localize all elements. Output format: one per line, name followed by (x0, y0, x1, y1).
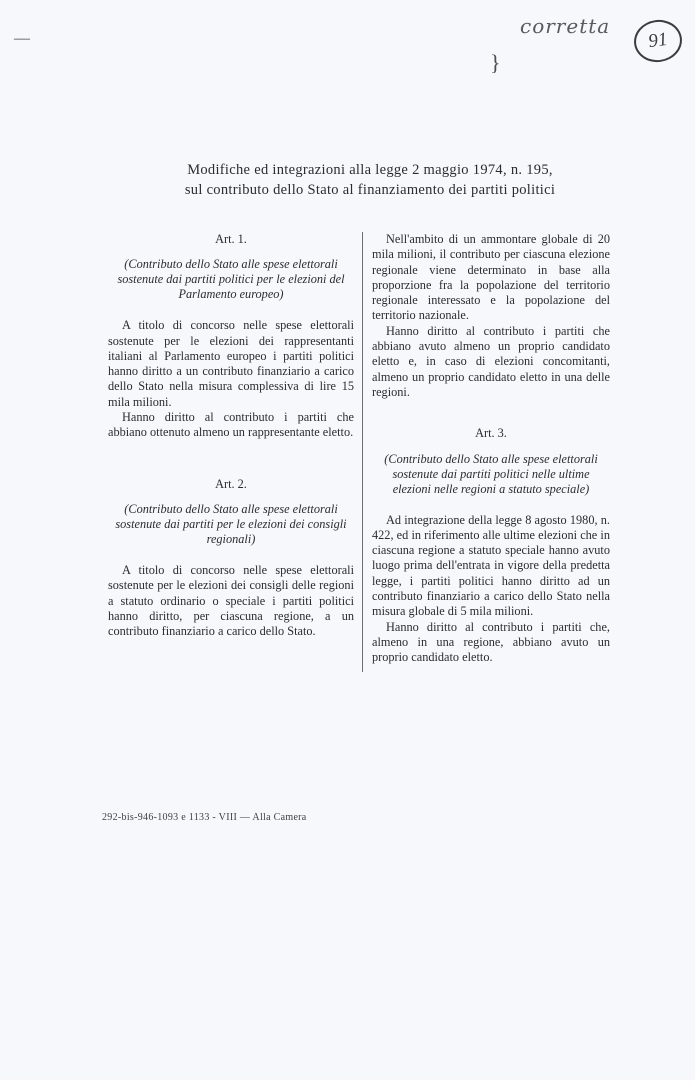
column-divider (362, 232, 363, 672)
art3-rubric: (Contributo dello Stato alle spese elettorali sostenute dai partiti politici nelle ultime elezioni nelle regioni a statuto speciale) (384, 451, 598, 496)
art3-heading: Art. 3. (475, 426, 507, 441)
right-column (372, 232, 610, 666)
art2-paragraph-3: Hanno diritto al contributo i partiti che abbiano avuto almeno un proprio candidato eletto e, in caso di elezioni concomitanti, almeno un proprio candidato eletto in una delle regioni. (372, 323, 610, 399)
handwritten-note: corretta (520, 14, 611, 38)
title-line-2: sul contributo dello Stato al finanziamento dei partiti politici (184, 182, 556, 198)
left-column (108, 232, 354, 639)
document-title (110, 160, 630, 200)
art2-heading: Art. 2. (215, 476, 247, 491)
title-line-1: Modifiche ed integrazioni alla legge 2 maggio 1974, n. 195, (187, 162, 553, 178)
art1-paragraph-2: Hanno diritto al contributo i partiti che abbiano ottenuto almeno un rappresentante eletto. (108, 410, 354, 440)
art1-paragraph-1: A titolo di concorso nelle spese elettorali sostenute per le elezioni dei rappresentanti italiani al Parlamento europeo i partiti politici hanno diritto a un contributo finanziario a carico dello Stato nella misura complessiva di lire 15 mila milioni. (108, 318, 354, 409)
art2-paragraph-2: Nell'ambito di un ammontare globale di 20 mila milioni, il contributo per ciascuna elezione regionale viene determinato in base alla proporzione fra la popolazione del territorio regionale interessato e la popolazione del territorio nazionale. (372, 232, 610, 323)
corner-mark: — (14, 30, 30, 47)
page-number-stamp: 91 (631, 17, 684, 65)
art1-rubric: (Contributo dello Stato alle spese elettorali sostenute dai partiti politici per le elezioni del Parlamento europeo) (117, 257, 345, 302)
art1-heading: Art. 1. (215, 232, 247, 246)
art3-paragraph-1: Ad integrazione della legge 8 agosto 1980, n. 422, ed in riferimento alle ultime elezioni che in ciascuna regione a statuto speciale hanno avuto luogo prima dell'entrata in vigore della predetta legge, i partiti politici hanno diritto ad un contributo finanziario a carico dello Stato nella misura globale di 5 mila milioni. (372, 512, 610, 619)
art2-rubric: (Contributo dello Stato alle spese elettorali sostenute dai partiti per le elezioni dei consigli regionali) (115, 501, 347, 546)
art3-paragraph-2: Hanno diritto al contributo i partiti che, almeno in una regione, abbiano avuto un proprio candidato eletto. (372, 619, 610, 665)
document-footer: 292-bis-946-1093 e 1133 - VIII — Alla Camera (102, 812, 307, 823)
art2-paragraph-1: A titolo di concorso nelle spese elettorali sostenute per le elezioni dei consigli delle regioni a statuto ordinario o speciale i partiti politici hanno diritto, per ciascuna regione, a un contributo finanziario a carico dello Stato. (108, 562, 354, 639)
handwritten-mark: } (490, 50, 501, 75)
